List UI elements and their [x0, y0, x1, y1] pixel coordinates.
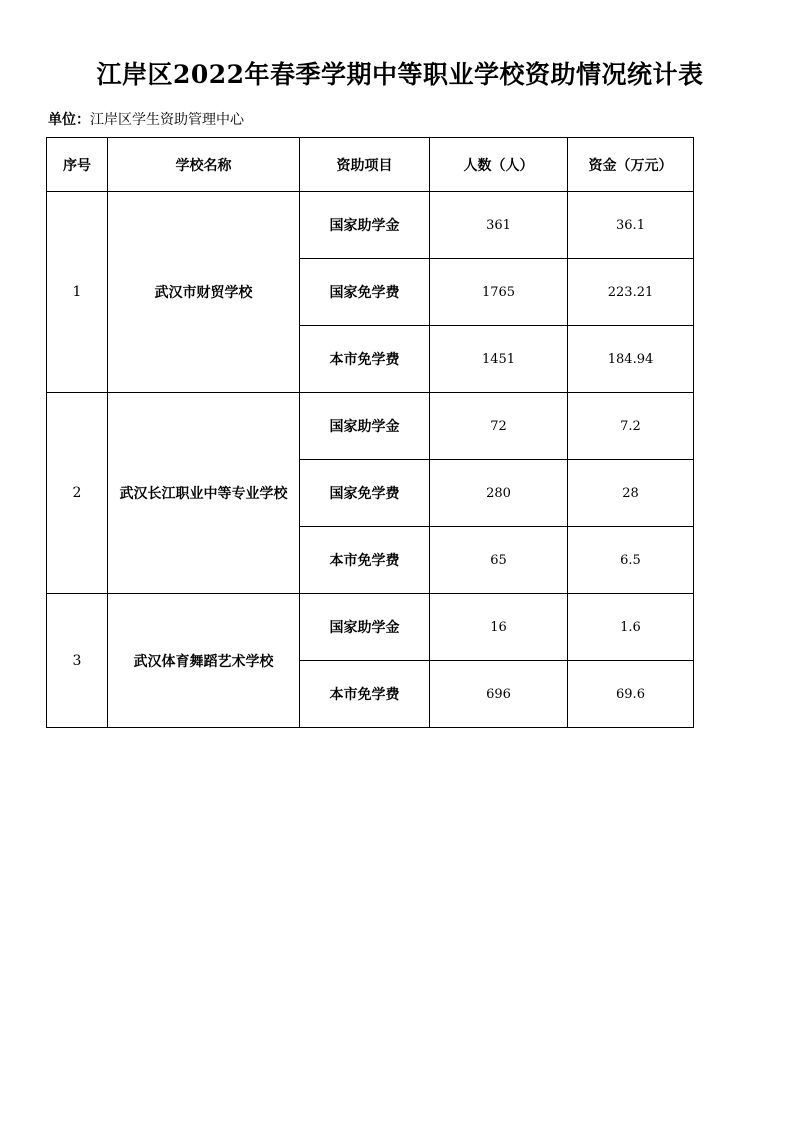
item-cell: 本市免学费	[300, 661, 430, 728]
funding-table	[46, 137, 694, 728]
school-name-cell: 武汉体育舞蹈艺术学校	[108, 594, 300, 728]
item-cell: 国家助学金	[300, 393, 430, 460]
seq-cell: 2	[47, 393, 108, 594]
header-seq: 序号	[47, 138, 108, 192]
table-row	[47, 393, 694, 460]
fund-cell: 7.2	[568, 393, 694, 460]
fund-cell: 6.5	[568, 527, 694, 594]
table-row	[47, 594, 694, 661]
school-name-cell: 武汉市财贸学校	[108, 192, 300, 393]
count-cell: 16	[430, 594, 568, 661]
seq-cell: 3	[47, 594, 108, 728]
unit-label: 单位：	[48, 112, 90, 128]
count-cell: 65	[430, 527, 568, 594]
unit-line	[48, 109, 244, 129]
item-cell: 国家助学金	[300, 594, 430, 661]
header-item: 资助项目	[300, 138, 430, 192]
count-cell: 361	[430, 192, 568, 259]
fund-cell: 223.21	[568, 259, 694, 326]
fund-cell: 28	[568, 460, 694, 527]
fund-cell: 184.94	[568, 326, 694, 393]
fund-cell: 1.6	[568, 594, 694, 661]
school-name-cell: 武汉长江职业中等专业学校	[108, 393, 300, 594]
count-cell: 72	[430, 393, 568, 460]
table-header-row	[47, 138, 694, 192]
unit-value: 江岸区学生资助管理中心	[90, 112, 244, 128]
seq-cell: 1	[47, 192, 108, 393]
item-cell: 本市免学费	[300, 527, 430, 594]
table-row	[47, 192, 694, 259]
header-school: 学校名称	[108, 138, 300, 192]
header-count: 人数（人）	[430, 138, 568, 192]
fund-cell: 69.6	[568, 661, 694, 728]
count-cell: 1451	[430, 326, 568, 393]
count-cell: 696	[430, 661, 568, 728]
header-fund: 资金（万元）	[568, 138, 694, 192]
item-cell: 国家免学费	[300, 259, 430, 326]
item-cell: 国家助学金	[300, 192, 430, 259]
item-cell: 国家免学费	[300, 460, 430, 527]
count-cell: 280	[430, 460, 568, 527]
page-title: 江岸区2022年春季学期中等职业学校资助情况统计表	[96, 60, 704, 89]
count-cell: 1765	[430, 259, 568, 326]
fund-cell: 36.1	[568, 192, 694, 259]
item-cell: 本市免学费	[300, 326, 430, 393]
